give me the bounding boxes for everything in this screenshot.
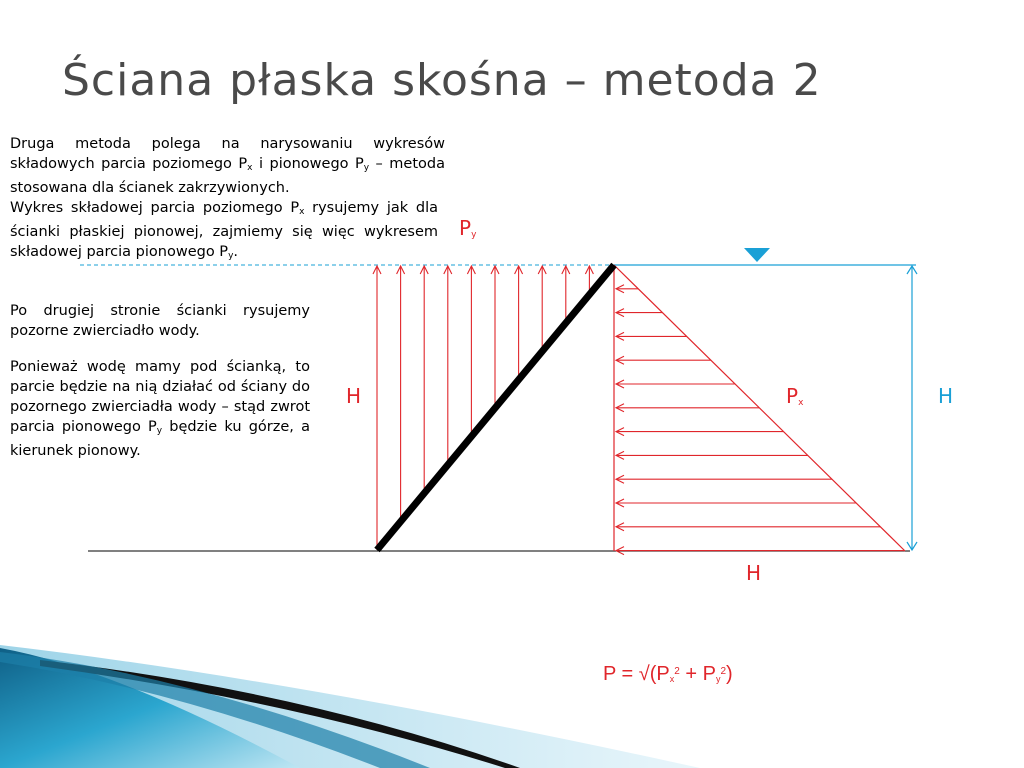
horizontal-arrow <box>616 547 905 555</box>
height-dimension-right <box>907 266 917 550</box>
vertical-pressure-arrows <box>373 266 593 550</box>
paragraph-horizontal-component: Wykres składowej parcia poziomego $P_x$ rysujemy jak dla ścianki płaskiej pionowej, zajmiemy się więc wykresem składowej parcia pionowego $P_y$. <box>10 200 438 261</box>
water-level-marker-icon <box>744 248 770 262</box>
resultant-formula: $P = √(P_x^2 + P_y^2)$ <box>603 663 733 685</box>
horizontal-pressure-diagram <box>614 265 905 555</box>
paragraph-method-description: Druga metoda polega na narysowaniu wykresów składowych parcia poziomego $P_x$ i pionowego $P_y$ – metoda stosowana dla ścianek zakrzywionych. <box>10 136 445 196</box>
vertical-arrow <box>467 266 475 436</box>
horizontal-arrow <box>616 523 880 531</box>
label-px: $P_x$ <box>786 384 804 408</box>
label-py: $P_y$ <box>459 216 477 240</box>
horizontal-arrow <box>616 475 832 483</box>
paragraph-apparent-water-level: Po drugiej stronie ścianki rysujemy pozorne zwierciadło wody. <box>10 303 310 339</box>
horizontal-arrow <box>616 451 808 459</box>
label-h-right: H <box>938 384 954 408</box>
horizontal-arrow <box>616 356 711 364</box>
page-title: Ściana płaska skośna – metoda 2 <box>62 55 822 106</box>
vertical-arrow <box>373 266 381 550</box>
horizontal-arrow <box>616 428 784 436</box>
vertical-arrow <box>515 266 523 380</box>
horizontal-arrow <box>616 309 662 317</box>
horizontal-arrow <box>616 499 856 507</box>
label-h-left: H <box>346 384 362 408</box>
vertical-arrow <box>491 266 499 408</box>
vertical-arrow <box>420 266 428 493</box>
label-h-bottom: H <box>746 561 762 585</box>
vertical-arrow <box>444 266 452 465</box>
paragraph-upward-pressure: Ponieważ wodę mamy pod ścianką, to parcie będzie na nią działać od ściany do pozornego zwierciadła wody – stąd zwrot parcia pionowego $P_y$ będzie ku górze, a kierunek pionowy. <box>10 359 310 459</box>
decorative-swoosh <box>0 645 700 768</box>
vertical-arrow <box>397 266 405 522</box>
horizontal-arrow <box>616 332 687 340</box>
vertical-arrow <box>538 266 546 351</box>
horizontal-arrow <box>616 404 759 412</box>
horizontal-arrow <box>616 380 735 388</box>
